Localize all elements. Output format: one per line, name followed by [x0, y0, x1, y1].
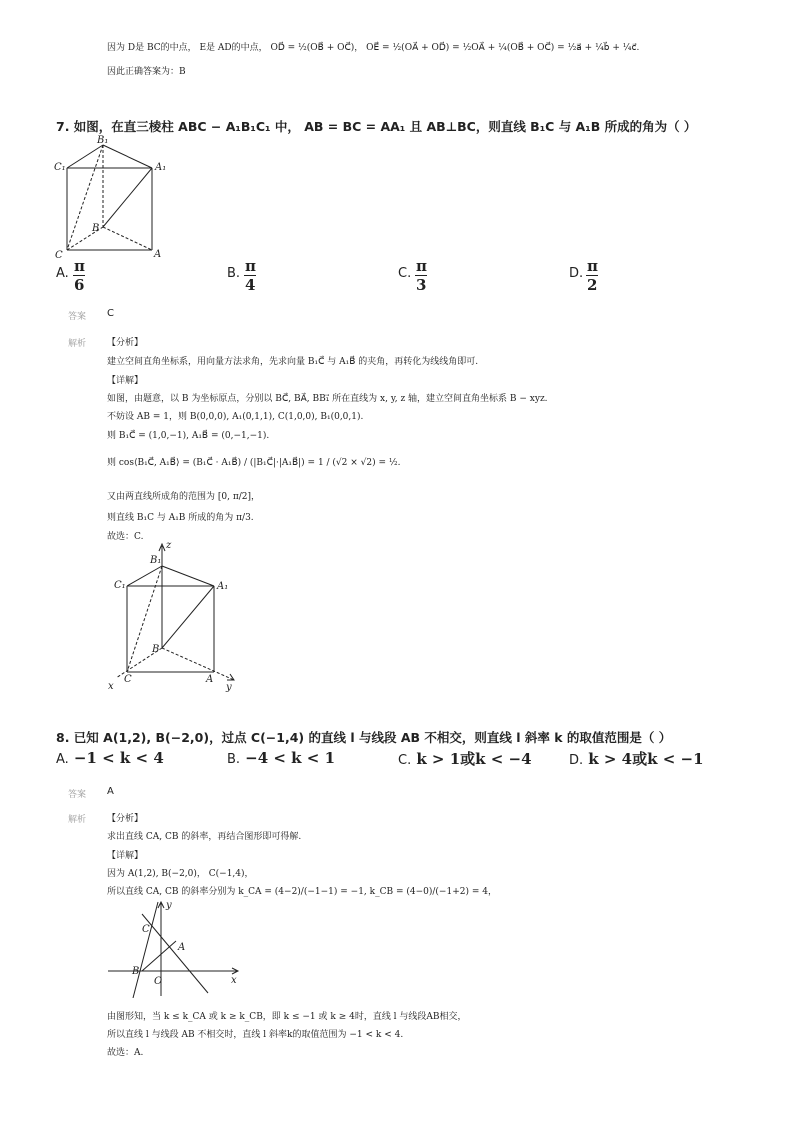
edge-b1-a1: [103, 145, 152, 168]
option-text: k > 1或k < −4: [416, 750, 532, 768]
q8-analysis-line: 【分析】: [107, 814, 144, 824]
option-numerator: π: [416, 257, 427, 275]
q8-analysis-line: 因为 A(1,2), B(−2,0)， C(−1,4)，: [107, 869, 254, 879]
q7-coordinate-figure: [100, 538, 250, 693]
label-b1: B₁: [150, 555, 162, 566]
edge-c1-b1: [67, 145, 103, 168]
option-denominator: 3: [416, 276, 427, 294]
q8-answer-value: A: [107, 786, 114, 797]
q8-option-d[interactable]: [569, 748, 704, 769]
q7-analysis-line: 故选：C.: [107, 532, 144, 542]
option-letter: B.: [227, 752, 241, 767]
label-c: C: [55, 250, 63, 261]
q7-analysis-line: 不妨设 AB = 1，则 B(0,0,0), A₁(0,1,1), C(1,0,0), B₁(0,0,1).: [107, 412, 364, 422]
q8-analysis-line: 【详解】: [107, 851, 144, 861]
option-denominator: 2: [587, 276, 598, 294]
label-a: A: [154, 249, 162, 260]
q8-conclusion-line: 由图形知，当 k ≤ k_CA 或 k ≥ k_CB，即 k ≤ −1 或 k ≥ 4时，直线 l 与线段AB相交，: [107, 1012, 467, 1022]
option-text: −1 < k < 4: [73, 749, 164, 767]
label-a: A: [206, 674, 214, 685]
label-a1: A₁: [155, 162, 167, 173]
line-a1-b: [103, 168, 152, 227]
q8-option-b[interactable]: [227, 748, 335, 767]
label-x: x: [231, 975, 237, 986]
q8-analysis-label: 解析: [68, 815, 87, 825]
label-o: O: [154, 976, 163, 987]
q7-analysis-line: 建立空间直角坐标系，用向量方法求角，先求向量 B₁C⃗ 与 A₁B⃗ 的夹角，再转化为线线角即可.: [107, 357, 479, 367]
label-c: C: [142, 924, 150, 935]
option-numerator: π: [74, 257, 85, 275]
prev-solution-line-1: 因为 D是 BC的中点， E是 AD的中点， OD⃗ = ½(OB⃗ + OC⃗)， OE⃗ = ½(OA⃗ + OD⃗) = ½OA⃗ + ¼(OB⃗ + OC⃗) = ½a⃗ + ¼b⃗ + ¼c⃗.: [107, 43, 640, 53]
line-b1-c: [67, 145, 103, 250]
option-denominator: 4: [245, 276, 256, 294]
label-c1: C₁: [54, 162, 66, 173]
label-a1: A₁: [217, 581, 229, 592]
option-letter: D.: [569, 266, 584, 281]
q7-stem: 7. 如图，在直三棱柱 ABC − A₁B₁C₁ 中， AB = BC = AA₁ 且 AB⊥BC，则直线 B₁C 与 A₁B 所成的角为（ ）: [56, 119, 697, 134]
q8-conclusion-line: 故选：A.: [107, 1048, 144, 1058]
option-numerator: π: [245, 257, 256, 275]
label-z: z: [166, 540, 172, 551]
option-numerator: π: [587, 257, 598, 275]
q8-analysis-line: 所以直线 CA, CB 的斜率分别为 k_CA = (4−2)/(−1−1) = −1, k_CB = (4−0)/(−1+2) = 4，: [107, 887, 497, 897]
option-letter: A.: [56, 266, 69, 281]
q8-answer-label: 答案: [68, 790, 87, 800]
line-ca: [142, 914, 208, 993]
q7-analysis-line: 又由两直线所成角的范围为 [0, π/2]，: [107, 492, 261, 502]
q7-analysis-line: 【分析】: [107, 338, 144, 348]
option-letter: B.: [227, 266, 241, 281]
option-letter: A.: [56, 752, 69, 767]
option-text: −4 < k < 1: [245, 749, 336, 767]
q7-analysis-line: 则 cos⟨B₁C⃗, A₁B⃗⟩ = (B₁C⃗ · A₁B⃗) / (|B₁C⃗|·|A₁B⃗|) = 1 / (√2 × √2) = ½.: [107, 458, 401, 468]
edge-b1-a1: [162, 566, 214, 586]
label-b: B: [132, 966, 140, 977]
q7-analysis-line: 则 B₁C⃗ = (1,0,−1), A₁B⃗ = (0,−1,−1).: [107, 431, 270, 441]
q7-answer-value: C: [107, 308, 114, 319]
label-c1: C₁: [114, 580, 126, 591]
edge-b-a-hidden: [103, 227, 152, 250]
q8-option-a[interactable]: [56, 748, 164, 767]
q7-answer-label: 答案: [68, 312, 87, 322]
label-b: B: [152, 644, 160, 655]
q7-analysis-line: 如图，由题意，以 B 为坐标原点，分别以 BC⃗, BA⃗, BB₁⃗ 所在直线为 x, y, z 轴，建立空间直角坐标系 B − xyz.: [107, 394, 548, 404]
q7-analysis-line: 则直线 B₁C 与 A₁B 所成的角为 π/3.: [107, 513, 254, 523]
option-letter: C.: [398, 266, 412, 281]
label-y: y: [226, 682, 232, 693]
q8-conclusion-line: 所以直线 l 与线段 AB 不相交时，直线 l 斜率k的取值范围为 −1 < k < 4.: [107, 1030, 404, 1040]
q7-analysis-label: 解析: [68, 339, 87, 349]
line-a1-b: [162, 586, 214, 648]
option-denominator: 6: [74, 276, 85, 294]
label-y: y: [166, 900, 172, 911]
option-letter: D.: [569, 753, 584, 768]
label-x: x: [108, 681, 114, 692]
label-b: B: [92, 223, 100, 234]
q7-prism-figure: [50, 132, 180, 262]
q8-analysis-line: 求出直线 CA, CB 的斜率，再结合图形即可得解.: [107, 832, 302, 842]
q8-stem: 8. 已知 A(1,2), B(−2,0)，过点 C(−1,4) 的直线 l 与线段 AB 不相交，则直线 l 斜率 k 的取值范围是（ ）: [56, 730, 672, 745]
label-a: A: [178, 942, 186, 953]
prev-solution-line-2: 因此正确答案为：B: [107, 67, 186, 77]
line-b1-c: [127, 566, 162, 672]
q8-line-figure: [106, 898, 246, 998]
y-axis: [162, 648, 234, 680]
label-c: C: [124, 674, 132, 685]
label-b1: B₁: [97, 135, 109, 146]
option-letter: C.: [398, 753, 412, 768]
q7-analysis-line: 【详解】: [107, 376, 144, 386]
q8-option-c[interactable]: [398, 748, 532, 769]
option-text: k > 4或k < −1: [588, 750, 704, 768]
